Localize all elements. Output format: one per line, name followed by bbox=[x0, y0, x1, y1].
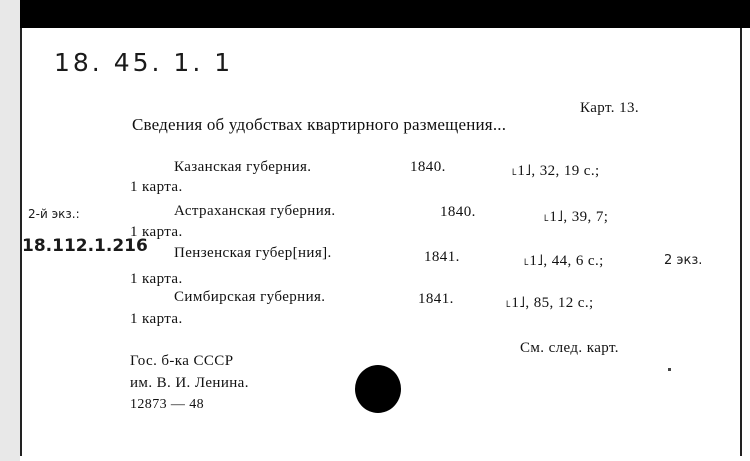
card-label: Карт. 13. bbox=[580, 100, 640, 116]
entry-4-qty: 1 карта. bbox=[130, 311, 183, 327]
see-next-card: См. след. карт. bbox=[520, 340, 619, 356]
entry-4-year: 1841. bbox=[418, 291, 454, 307]
library-line-3: 12873 — 48 bbox=[130, 397, 204, 412]
entry-2-province: Астраханская губерния. bbox=[174, 203, 336, 219]
entry-2-margin-note: 2-й экз.: bbox=[28, 207, 80, 221]
entry-1-qty: 1 карта. bbox=[130, 179, 183, 195]
entry-1-province: Казанская губерния. bbox=[174, 159, 312, 175]
entry-1-ref: ˪1˩, 32, 19 с.; bbox=[512, 163, 600, 179]
entry-2-qty: 1 карта. bbox=[130, 224, 183, 240]
speck-mark bbox=[668, 368, 671, 371]
entry-3-margin-shelfmark: 18.112.1.216 bbox=[22, 236, 148, 256]
entry-3-province: Пензенская губер[ния]. bbox=[174, 245, 332, 261]
shelfmark-handwritten: 18. 45. 1. 1 bbox=[54, 48, 234, 77]
entry-3-year: 1841. bbox=[424, 249, 460, 265]
entry-2-ref: ˪1˩, 39, 7; bbox=[544, 209, 609, 225]
scan-border-top bbox=[0, 0, 750, 28]
entry-4-ref: ˪1˩, 85, 12 с.; bbox=[506, 295, 594, 311]
entry-3-ref: ˪1˩, 44, 6 с.; bbox=[524, 253, 604, 269]
library-line-1: Гос. б-ка СССР bbox=[130, 353, 234, 369]
punch-hole bbox=[355, 365, 401, 413]
entry-2-year: 1840. bbox=[440, 204, 476, 220]
entry-3-qty: 1 карта. bbox=[130, 271, 183, 287]
entry-1-year: 1840. bbox=[410, 159, 446, 175]
entry-4-province: Симбирская губерния. bbox=[174, 289, 326, 305]
scan-border-left bbox=[0, 0, 20, 461]
entry-3-copies-note: 2 экз. bbox=[664, 253, 703, 268]
card-title: Сведения об удобствах квартирного размещения... bbox=[132, 115, 507, 134]
library-line-2: им. В. И. Ленина. bbox=[130, 375, 249, 391]
